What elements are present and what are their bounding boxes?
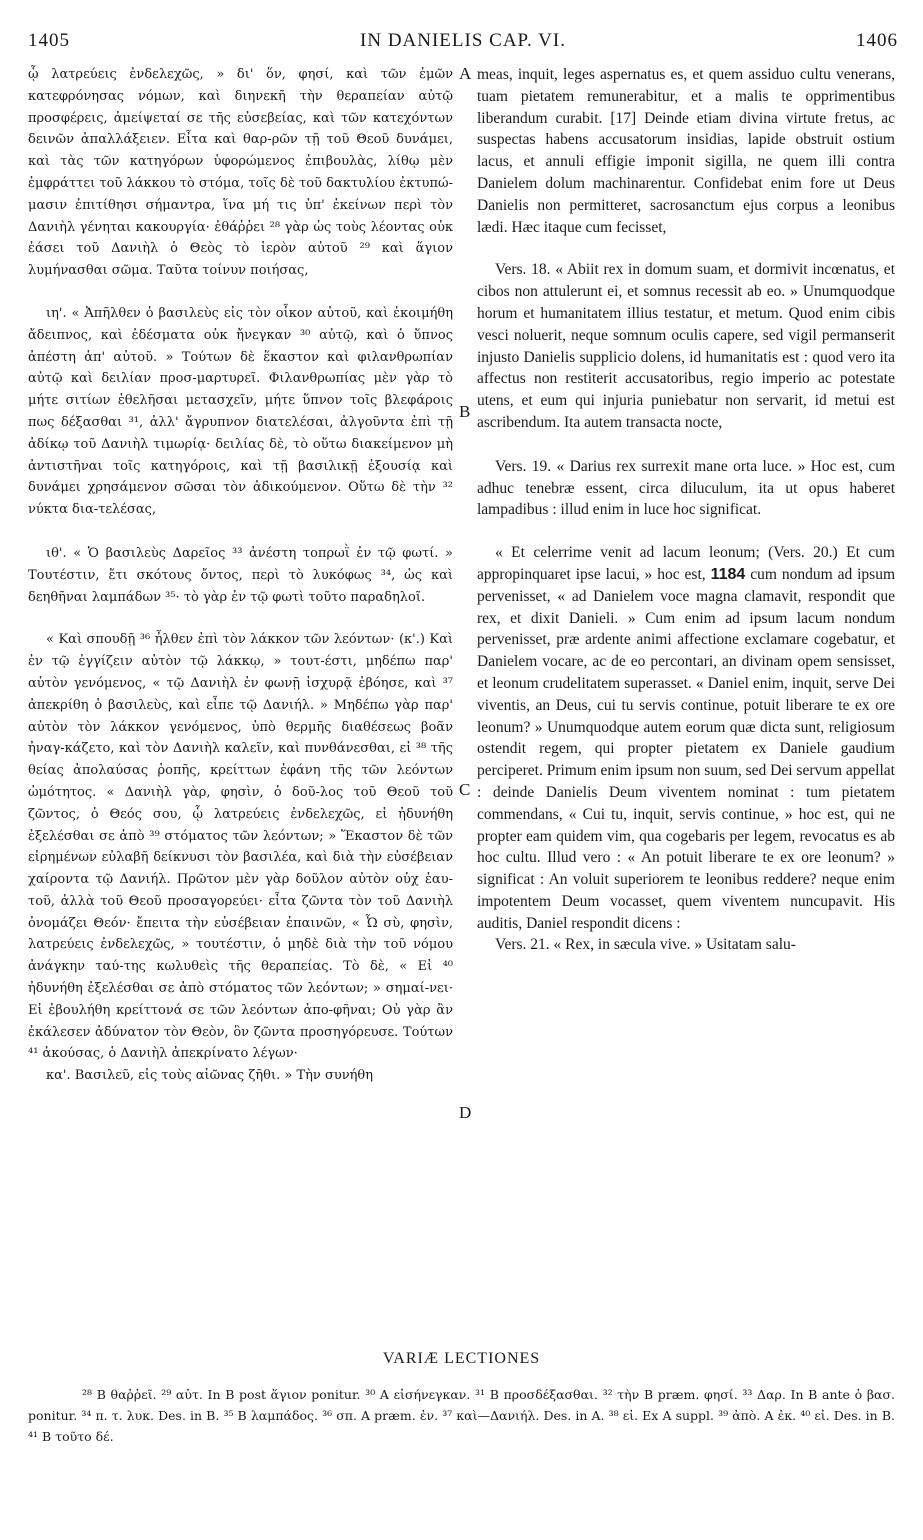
variants-text: ²⁸ B θαῤῥεῖ. ²⁹ αὐτ. In B post ἅγιον ponitur. ³⁰ A εἰσήνεγκαν. ³¹ B προσδέξασθαι. ³² τὴν B præm. φησί. ³³ Δαρ. In B ante ὁ βασ. ponitur. ³⁴ π. τ. λυκ. Des. in B. ³⁵ B λαμπάδος. ³⁶ σπ. A præm. ἐν. ³⁷ καὶ—Δανιήλ. Des. in A. ³⁸ εἰ. Ex A suppl. ³⁹ ἀπὸ. A ἐκ. ⁴⁰ εἰ. Des. in B. ⁴¹ B τοῦτο δέ.	[28, 1387, 895, 1444]
latin-paragraph-part: « Et celerrime venit ad lacum leonum; (Vers. 20.) Et cum appropinquaret ipse lacui, » hoc est,	[477, 544, 895, 583]
section-marker-b: B	[459, 402, 471, 421]
greek-paragraph: ᾧ λατρεύεις ἐνδελεχῶς, » δι' ὅν, φησί, καὶ τῶν ἐμῶν κατεφρόνησας νόμων, καὶ διηνεκῆ τὴν θεραπείαν αὐτῷ προσφέρεις, ἀμείψεταί σε τῆς εὐσεβείας, καὶ τῶν κατεχόντων δεινῶν ἀπαλλάξειεν. Εἶτα καὶ θαρ-ρῶν τῇ τοῦ Θεοῦ δυνάμει, καὶ τὰς τῶν κατηγόρων ὑφορώμενος ἐπιβουλὰς, λίθῳ μὲν ἐμφράττει τοῦ λάκκου τὸ στόμα, τοῖς δὲ τοῦ δακτυλίου ἐκτυπώ-μασιν ἐπιτίθησι σήμαντρα, ἵνα μή τις ὑπ' ἐκείνων περὶ τὸν Δανιὴλ γένηται κακουργία· ἐθάῤῥει ²⁸ γὰρ ὡς τοὺς λέοντας οὐκ ἐάσει τοῦ Δανιὴλ ὁ Θεὸς τὸ ἱερὸν αὐτοῦ ²⁹ καὶ ἅγιον λυμήνασθαι σῶμα. Ταῦτα τοίνυν ποιήσας,	[28, 67, 453, 279]
greek-paragraph: κα'. Βασιλεῦ, εἰς τοὺς αἰῶνας ζῆθι. » Τὴν συνήθη	[46, 1068, 374, 1084]
latin-paragraph-part: cum nondum ad ipsum pervenisset, « ad Danielem voce magna clamavit, respondit que rex, et dixit Danieli. » Cum enim ad ipsum lacum nondum pervenisset, præ ardente animi affectione exclamare cogebatur, et Danielem vocare, ac de eo percontari, an divinam opem sensisset, et leonum crudelitatem superasset. « Daniel enim, inquit, serve Dei viventis, an Deus, cui tu servis continue, potuit liberare te ex ore leonum? » Unumquodque autem eorum quæ dicta sunt, religiosum ostendit regem, qui propter pietatem ex Daniele gaudium perciperet. Primum enim ipsum non suum, sed Dei servum appellat : deinde Danielis Deum viventem nominat : tum pietatem commendans, « Cui tu, inquit, servis continue, » hoc est, qui ne propter eam quidem vim, qua cogebaris per legem, revocatus es ab hoc cultu. Illud vero : « An potuit liberare te ex ore leonum? » significat : An voluit superiorem te leonibus reddere? neque enim impotentem Deum vocasset, quem viventem nuncupavit. His auditis, Daniel respondit dicens :	[477, 565, 896, 932]
greek-column	[28, 64, 453, 1087]
latin-paragraph: Vers. 18. « Abiit rex in domum suam, et dormivit incœnatus, et cibos non attulerunt ei, et somnus recessit ab eo. » Unumquodque horum et humanitatem illius testatur, et metum. Quod enim cibis vesci noluerit, neque somnum oculis capere, sed vigil permanserit injusto Danielis supplicio dolens, id humanitatis est : quod vero ita affectus non restiterit accusatoribus, regio imperio ac potestate utens, et eum qui injuria puniebatur non servarit, id metui est ascribendum. Ita autem transacta nocte,	[477, 261, 895, 431]
variants-notes	[28, 1384, 895, 1447]
section-marker-a: A	[459, 64, 472, 83]
page-number-left: 1405	[28, 30, 70, 51]
column-number: 1184	[710, 565, 746, 583]
section-marker-d: D	[459, 1103, 472, 1122]
latin-column	[477, 64, 895, 956]
latin-paragraph: Vers. 19. « Darius rex surrexit mane orta luce. » Hoc est, cum adhuc tenebræ essent, circa diluculum, ita ut opus haberet lampadibus : illud enim in luce hoc significat.	[477, 457, 895, 519]
latin-paragraph: meas, inquit, leges aspernatus es, et quem assiduo cultu venerans, tuam pietatem remunerabitur, et a malis te opprimentibus liberandum curabit. [17] Deinde etiam divina virtute fretus, ac suspectas habens accusatorum insidias, lapide obstruit ostium lacus, et annuli effigie imponit sigilla, ne quem illi contra Danielem dolum machinarentur. Confidebat enim fore ut Deus Danielis non permitteret, sacrosanctum ejus corpus a leonibus lædi. Hæc itaque cum fecisset,	[477, 66, 895, 236]
running-title: IN DANIELIS CAP. VI.	[360, 30, 566, 51]
section-marker-c: C	[459, 780, 471, 799]
page-number-right: 1406	[856, 30, 898, 51]
greek-paragraph: « Καὶ σπουδῇ ³⁶ ἦλθεν ἐπὶ τὸν λάκκον τῶν λεόντων· (κ'.) Καὶ ἐν τῷ ἐγγίζειν αὐτὸν τῷ λάκκῳ, » τουτ-έστι, μηδέπω παρ' αὐτὸν γενόμενος, « τῷ Δανιὴλ ἐν φωνῇ ἰσχυρᾷ ἐβόησε, καὶ ³⁷ ἀπεκρίθη ὁ βασιλεὺς, καὶ εἶπε τῷ Δανιήλ. » Μηδέπω γὰρ παρ' αὐτὸν τὸν λάκκον γενόμενος, ὑπὸ θερμῆς διαθέσεως βοᾶν ἠναγ-κάζετο, καὶ τὸν Δανιὴλ καλεῖν, καὶ πυνθάνεσθαι, εἰ ³⁸ τῆς θείας ἀπολαύσας ῥοπῆς, κρείττων ἐφάνη τῆς τῶν λεόντων ὠμότητος. « Δανιὴλ γὰρ, φησὶν, ὁ δοῦ-λος τοῦ Θεοῦ τοῦ ζῶντος, ὁ Θεός σου, ᾧ λατρεύεις ἐνδελεχῶς, εἰ ἠδυνήθη ἐξελέσθαι σε ἀπὸ ³⁹ στόματος τῶν λεόντων; » Ἕκαστον δὲ τῶν εἰρημένων εὐλαβῆ δείκνυσι τὸν βασιλέα, καὶ διὰ τὴν εὐσέβειαν χαίροντα τῷ Δανιήλ. Πρῶτον μὲν γὰρ δοῦλον αὐτὸν οὐχ ἑαυ-τοῦ, ἀλλὰ τοῦ Θεοῦ προσαγορεύει· εἶτα ζῶντα τὸν τοῦ Δανιὴλ ὀνομάζει Θεόν· ἔπειτα τὴν εὐσέβειαν ἐπαινῶν, « Ὦ σὺ, φησὶν, λατρεύεις ἐνδελεχῶς, » τουτέστιν, ὁ μηδὲ διὰ τὴν τοῦ νόμου ἀνάγκην ταύ-της κωλυθεὶς τῆς θεραπείας. Τὸ δὲ, « Εἰ ⁴⁰ ἠδυνήθη ἐξελέσθαι σε ἀπὸ στόματος τῶν λεόντων; » σημαί-νει· Εἰ ἐβουλήθη κρείττονά σε τῶν λεόντων ἀπο-φῆναι; Οὐ γὰρ ἂν ἐκάλεσεν ἀδύνατον τὸν Θεὸν, ὃν ζῶντα προσηγόρευσε. Τούτων ⁴¹ ἀκούσας, ὁ Δανιὴλ ἀπεκρίνατο λέγων·	[28, 632, 453, 1062]
variants-title: VARIÆ LECTIONES	[382, 1350, 541, 1367]
greek-paragraph: ιθ'. « Ὁ βασιλεὺς Δαρεῖος ³³ ἀνέστη τοπρωῒ ἐν τῷ φωτί. » Τουτέστιν, ἔτι σκότους ὄντος, περὶ τὸ λυκόφως ³⁴, ὡς καὶ δεηθῆναι λαμπάδων ³⁵· τὸ γὰρ ἐν τῷ φωτὶ τοῦτο παραδηλοῖ.	[28, 545, 453, 605]
greek-paragraph: ιη'. « Ἀπῆλθεν ὁ βασιλεὺς εἰς τὸν οἶκον αὐτοῦ, καὶ ἐκοιμήθη ἄδειπνος, καὶ ἐδέσματα οὐκ ἤνεγκαν ³⁰ αὐτῷ, καὶ ὁ ὕπνος ἀπέστη ἀπ' αὐτοῦ. » Τούτων δὲ ἕκαστον καὶ φιλανθρωπίαν αὐτῷ καὶ δειλίαν προσ-μαρτυρεῖ. Φιλανθρωπίας μὲν γὰρ τὸ μήτε σιτίων ἐθελῆσαι μετασχεῖν, μήτε ὕπνον τοῖς βλεφάροις πως δέξασθαι ³¹, ἀλλ' ἄγρυπνον διατελέσαι, ἀλγοῦντα ἐπὶ τῇ ἀδίκῳ τοῦ Δανιὴλ τιμωρίᾳ· δειλίας δὲ, τὸ οὕτω διακείμενον μὴ ἀντιστῆναι τοῖς κατηγόροις, καὶ τῇ βασιλικῇ ἐξουσίᾳ καὶ δυνάμει χρησάμενον σῶσαι τὸν ἀδικούμενον. Οὕτω δὲ τὴν ³² νύκτα δια-τελέσας,	[28, 305, 453, 518]
latin-paragraph: Vers. 21. « Rex, in sæcula vive. » Usitatam salu-	[495, 936, 796, 954]
latin-paragraph	[477, 542, 895, 934]
page-header	[28, 30, 898, 60]
